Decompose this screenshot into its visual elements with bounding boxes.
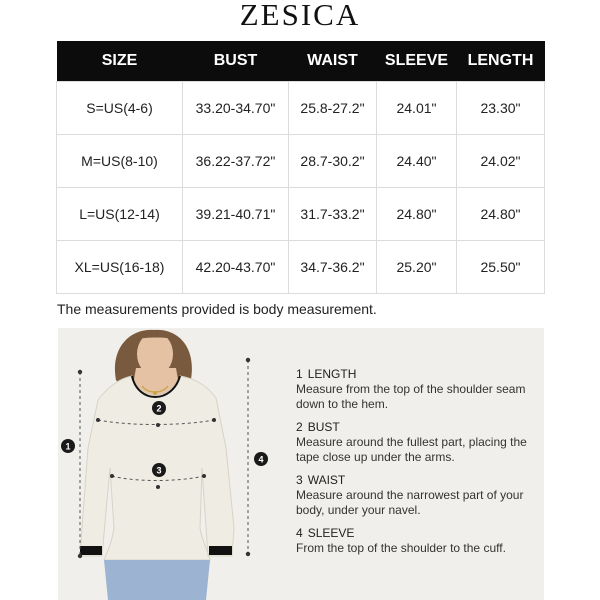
instruction-waist <box>296 473 536 518</box>
table-row <box>57 82 545 135</box>
marker-sleeve <box>254 452 268 466</box>
table-row <box>57 135 545 188</box>
instruction-title: LENGTH <box>307 367 357 381</box>
cell-waist: 31.7-33.2" <box>289 188 377 241</box>
svg-text:4: 4 <box>258 454 264 465</box>
measurement-instructions <box>296 367 536 564</box>
instruction-length <box>296 367 536 412</box>
svg-text:1: 1 <box>65 441 71 452</box>
cell-sleeve: 24.40" <box>377 135 457 188</box>
marker-bust <box>152 401 166 415</box>
instruction-heading <box>296 367 536 382</box>
size-chart-table <box>56 41 545 294</box>
header-bust: BUST <box>183 41 289 82</box>
table-row <box>57 188 545 241</box>
instruction-heading <box>296 420 536 435</box>
cell-length: 23.30" <box>457 82 545 135</box>
instruction-description: Measure from the top of the shoulder seam down to the hem. <box>296 382 526 411</box>
cell-bust: 42.20-43.70" <box>183 241 289 294</box>
svg-text:2: 2 <box>156 403 162 414</box>
instruction-heading <box>296 526 536 541</box>
instruction-number: 4 <box>296 526 303 540</box>
instruction-description: Measure around the fullest part, placing the tape close up under the arms. <box>296 435 527 464</box>
cell-waist: 28.7-30.2" <box>289 135 377 188</box>
instruction-number: 1 <box>296 367 303 381</box>
cell-length: 24.80" <box>457 188 545 241</box>
instruction-title: WAIST <box>307 473 346 487</box>
cell-waist: 34.7-36.2" <box>289 241 377 294</box>
instruction-title: SLEEVE <box>307 526 355 540</box>
cell-sleeve: 25.20" <box>377 241 457 294</box>
svg-text:3: 3 <box>156 465 162 476</box>
brand-logo: ZESICA <box>239 0 361 32</box>
header-length: LENGTH <box>457 41 545 82</box>
cell-bust: 36.22-37.72" <box>183 135 289 188</box>
cell-length: 24.02" <box>457 135 545 188</box>
marker-length <box>61 439 75 453</box>
header-size: SIZE <box>57 41 183 82</box>
table-row <box>57 241 545 294</box>
instruction-description: Measure around the narrowest part of your body, under your navel. <box>296 488 524 517</box>
table-header-row <box>57 41 545 82</box>
header-waist: WAIST <box>289 41 377 82</box>
measurement-note: The measurements provided is body measurement. <box>57 301 377 317</box>
instruction-description: From the top of the shoulder to the cuff. <box>296 541 506 555</box>
instruction-sleeve <box>296 526 536 556</box>
instruction-heading <box>296 473 536 488</box>
instruction-title: BUST <box>307 420 340 434</box>
cell-length: 25.50" <box>457 241 545 294</box>
marker-waist <box>152 463 166 477</box>
cell-sleeve: 24.01" <box>377 82 457 135</box>
cell-size: L=US(12-14) <box>57 188 183 241</box>
header-sleeve: SLEEVE <box>377 41 457 82</box>
instruction-number: 2 <box>296 420 303 434</box>
cell-bust: 33.20-34.70" <box>183 82 289 135</box>
instruction-number: 3 <box>296 473 303 487</box>
cell-bust: 39.21-40.71" <box>183 188 289 241</box>
instruction-bust <box>296 420 536 465</box>
cell-waist: 25.8-27.2" <box>289 82 377 135</box>
cell-sleeve: 24.80" <box>377 188 457 241</box>
cell-size: XL=US(16-18) <box>57 241 183 294</box>
cell-size: S=US(4-6) <box>57 82 183 135</box>
cell-size: M=US(8-10) <box>57 135 183 188</box>
